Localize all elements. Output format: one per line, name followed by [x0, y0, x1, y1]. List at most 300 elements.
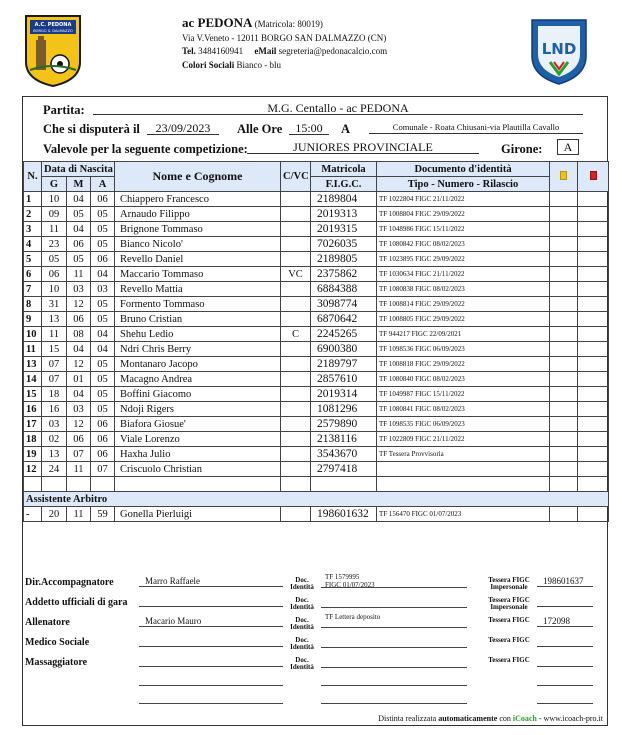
birth-day: 18: [42, 387, 67, 402]
figc-matricola: 1081296: [311, 402, 377, 417]
figc-matricola: 7026035: [311, 237, 377, 252]
player-row: [24, 357, 609, 372]
extra-line-3: [537, 685, 593, 686]
birth-month: 04: [67, 192, 91, 207]
captain-flag: [281, 192, 311, 207]
dir-tess: 198601637: [537, 575, 593, 587]
club-info: [182, 16, 387, 72]
figc-matricola: 2797418: [311, 462, 377, 477]
yellow-card-cell: [550, 267, 578, 282]
captain-flag: C: [281, 327, 311, 342]
footer-credit: Distinta realizzata automaticamente con iCoach - www.icoach-pro.it: [378, 714, 603, 723]
figc-matricola: 2245265: [311, 327, 377, 342]
massaggiatore-doc-line: [321, 667, 467, 668]
email-label: eMail: [254, 46, 277, 56]
player-number: 6: [24, 267, 42, 282]
player-number: 18: [24, 432, 42, 447]
birth-day: 24: [42, 462, 67, 477]
massaggiatore-name[interactable]: [139, 655, 283, 667]
player-name: Revello Daniel: [115, 252, 281, 267]
birth-day: 11: [42, 327, 67, 342]
birth-year: 06: [91, 447, 115, 462]
club-matricola: (Matricola: 80019): [254, 19, 323, 29]
identity-document: TF 1080838 FIGC 08/02/2023: [377, 282, 550, 297]
birth-year: 05: [91, 297, 115, 312]
player-number: 11: [24, 342, 42, 357]
player-number: 2: [24, 207, 42, 222]
match-time: 15:00: [289, 121, 329, 135]
identity-document: TF 1048986 FIGC 15/11/2022: [377, 222, 550, 237]
match-venue: Comunale - Roata Chiusani-via Plautilla Cavallo: [369, 120, 583, 134]
player-number: 14: [24, 372, 42, 387]
identity-document: TF 1023895 FIGC 29/09/2022: [377, 252, 550, 267]
addetto-tess-label: Tessera FIGC Impersonale: [488, 596, 530, 611]
birth-day: 02: [42, 432, 67, 447]
birth-month: 06: [67, 432, 91, 447]
red-card-cell: [578, 222, 609, 237]
empty-cell: [91, 477, 115, 492]
player-row: [24, 372, 609, 387]
extra-line-2: [321, 685, 467, 686]
allenatore-tess-label: Tessera FIGC: [488, 616, 530, 624]
yellow-card-cell: [550, 342, 578, 357]
medico-tess-label: Tessera FIGC: [488, 636, 530, 644]
medico-doc-line: [321, 647, 467, 648]
assistant-red-cell: [578, 507, 609, 522]
captain-flag: [281, 387, 311, 402]
birth-year: 05: [91, 402, 115, 417]
birth-year: 06: [91, 432, 115, 447]
massaggiatore-tess[interactable]: [537, 655, 593, 667]
player-name: Shehu Ledio: [115, 327, 281, 342]
red-card-cell: [578, 447, 609, 462]
col-doc-sub: Tipo - Numero - Rilascio: [377, 177, 550, 192]
birth-day: 10: [42, 192, 67, 207]
player-row: [24, 312, 609, 327]
birth-day: 13: [42, 312, 67, 327]
figc-matricola: 2189797: [311, 357, 377, 372]
girone-label: Girone:: [501, 142, 543, 156]
birth-day: 15: [42, 342, 67, 357]
birth-month: 11: [67, 462, 91, 477]
svg-text:LND: LND: [541, 40, 577, 58]
col-matricola: Matricola: [311, 162, 377, 177]
col-red: [578, 162, 609, 192]
player-row: [24, 417, 609, 432]
assistant-birth-year: 59: [91, 507, 115, 522]
player-name: Arnaudo Filippo: [115, 207, 281, 222]
captain-flag: [281, 372, 311, 387]
captain-flag: [281, 402, 311, 417]
yellow-card-cell: [550, 282, 578, 297]
player-number: 15: [24, 387, 42, 402]
player-name: Bruno Cristian: [115, 312, 281, 327]
player-name: Ndoji Rigers: [115, 402, 281, 417]
red-card-cell: [578, 327, 609, 342]
allenatore-doc-label: Doc. Identità: [290, 616, 314, 631]
yellow-card-cell: [550, 372, 578, 387]
figc-matricola: 6900380: [311, 342, 377, 357]
assistant-document: TF 156470 FIGC 01/07/2023: [377, 507, 550, 522]
yellow-card-cell: [550, 192, 578, 207]
medico-doc-label: Doc. Identità: [290, 636, 314, 651]
player-name: Criscuolo Christian: [115, 462, 281, 477]
dir-doc-line: [321, 587, 467, 588]
captain-flag: [281, 357, 311, 372]
col-yellow: [550, 162, 578, 192]
empty-cell: [550, 477, 578, 492]
yellow-card-cell: [550, 252, 578, 267]
figc-matricola: 6884388: [311, 282, 377, 297]
birth-day: 31: [42, 297, 67, 312]
identity-document: TF 1080842 FIGC 08/02/2023: [377, 237, 550, 252]
birth-year: 04: [91, 342, 115, 357]
captain-flag: [281, 462, 311, 477]
figc-matricola: 3543670: [311, 447, 377, 462]
yellow-card-cell: [550, 402, 578, 417]
player-name: Bianco Nicolo': [115, 237, 281, 252]
birth-month: 08: [67, 327, 91, 342]
figc-matricola: 2019314: [311, 387, 377, 402]
captain-flag: [281, 432, 311, 447]
yellow-card-icon: [560, 171, 567, 180]
yellow-card-cell: [550, 447, 578, 462]
dir-doc-label: Doc. Identità: [290, 576, 314, 591]
empty-cell: [311, 477, 377, 492]
birth-day: 11: [42, 222, 67, 237]
yellow-card-cell: [550, 222, 578, 237]
assistant-yellow-cell: [550, 507, 578, 522]
match-teams: M.G. Centallo - ac PEDONA: [93, 101, 583, 115]
player-row: [24, 462, 609, 477]
addetto-name[interactable]: [139, 595, 283, 607]
assistant-number: -: [24, 507, 42, 522]
birth-month: 04: [67, 222, 91, 237]
player-row: [24, 387, 609, 402]
player-row: [24, 327, 609, 342]
birth-day: 13: [42, 447, 67, 462]
player-name: Haxha Julio: [115, 447, 281, 462]
player-name: Viale Lorenzo: [115, 432, 281, 447]
player-number: 4: [24, 237, 42, 252]
girone-value: A: [557, 139, 579, 155]
medico-name[interactable]: [139, 635, 283, 647]
player-number: 3: [24, 222, 42, 237]
medico-tess[interactable]: [537, 635, 593, 647]
yellow-card-cell: [550, 237, 578, 252]
player-row: [24, 207, 609, 222]
captain-flag: VC: [281, 267, 311, 282]
medico-label: Medico Sociale: [25, 637, 90, 648]
identity-document: TF 1008814 FIGC 29/09/2022: [377, 297, 550, 312]
red-card-cell: [578, 282, 609, 297]
icoach-brand: iCoach: [512, 714, 537, 723]
birth-year: 05: [91, 387, 115, 402]
club-email: segreteria@pedonacalcio.com: [278, 46, 388, 56]
player-name: Formento Tommaso: [115, 297, 281, 312]
identity-document: TF 944217 FIGC 22/09/2021: [377, 327, 550, 342]
captain-flag: [281, 237, 311, 252]
player-number: 19: [24, 447, 42, 462]
birth-month: 06: [67, 312, 91, 327]
birth-month: 04: [67, 387, 91, 402]
birth-year: 06: [91, 417, 115, 432]
massaggiatore-doc-label: Doc. Identità: [290, 656, 314, 671]
player-row: [24, 402, 609, 417]
col-doc: Documento d'identità: [377, 162, 550, 177]
identity-document: TF 1049987 FIGC 15/11/2022: [377, 387, 550, 402]
birth-month: 11: [67, 267, 91, 282]
player-name: Ndri Chris Berry: [115, 342, 281, 357]
red-card-cell: [578, 267, 609, 282]
dir-doc-2: FIGC 01/07/2023: [325, 581, 375, 589]
identity-document: TF 1030634 FIGC 21/11/2022: [377, 267, 550, 282]
identity-document: TF Tessera Provvisoria: [377, 447, 550, 462]
red-card-cell: [578, 372, 609, 387]
dir-tess-label: Tessera FIGC Impersonale: [488, 576, 530, 591]
col-a: A: [91, 177, 115, 192]
identity-document: TF 1008818 FIGC 29/09/2022: [377, 357, 550, 372]
assistant-name: Gonella Pierluigi: [115, 507, 281, 522]
dir-name: Marro Raffaele: [139, 575, 283, 587]
col-m: M: [67, 177, 91, 192]
tel-label: Tel.: [182, 46, 196, 56]
birth-year: 05: [91, 312, 115, 327]
allenatore-doc: TF Lettera deposito: [325, 613, 381, 621]
players-table: [23, 161, 609, 522]
figc-matricola: 2579890: [311, 417, 377, 432]
lnd-logo: [528, 16, 590, 86]
yellow-card-cell: [550, 207, 578, 222]
birth-month: 12: [67, 417, 91, 432]
birth-month: 05: [67, 252, 91, 267]
identity-document: TF 1022809 FIGC 21/11/2022: [377, 432, 550, 447]
identity-document: [377, 462, 550, 477]
figc-matricola: 2019313: [311, 207, 377, 222]
player-number: 7: [24, 282, 42, 297]
col-g: G: [42, 177, 67, 192]
birth-year: 05: [91, 222, 115, 237]
dir-doc: TF 1579995: [325, 573, 360, 581]
identity-document: TF 1098536 FIGC 06/09/2023: [377, 342, 550, 357]
captain-flag: [281, 447, 311, 462]
identity-document: TF 1080840 FIGC 08/02/2023: [377, 372, 550, 387]
addetto-tess[interactable]: [537, 595, 593, 607]
player-name: Biafora Giosue': [115, 417, 281, 432]
player-number: 8: [24, 297, 42, 312]
partita-label: Partita:: [43, 103, 85, 117]
assistant-row: [24, 507, 609, 522]
massaggiatore-label: Massaggiatore: [25, 657, 88, 668]
allenatore-label: Allenatore: [25, 617, 70, 628]
empty-row: [24, 477, 609, 492]
extra-line-5: [321, 703, 467, 704]
player-row: [24, 252, 609, 267]
red-card-cell: [578, 252, 609, 267]
figc-matricola: 2189805: [311, 252, 377, 267]
birth-year: 07: [91, 462, 115, 477]
match-date: 23/09/2023: [147, 121, 219, 135]
player-row: [24, 297, 609, 312]
empty-cell: [578, 477, 609, 492]
birth-day: 05: [42, 252, 67, 267]
birth-year: 05: [91, 207, 115, 222]
yellow-card-cell: [550, 432, 578, 447]
empty-cell: [115, 477, 281, 492]
birth-year: 04: [91, 267, 115, 282]
player-name: Revello Mattia: [115, 282, 281, 297]
col-dob: Data di Nascita: [42, 162, 115, 177]
player-name: Macagno Andrea: [115, 372, 281, 387]
yellow-card-cell: [550, 357, 578, 372]
player-number: 13: [24, 357, 42, 372]
svg-text:A.C. PEDONA: A.C. PEDONA: [34, 22, 72, 28]
birth-day: 03: [42, 417, 67, 432]
addetto-doc-line: [321, 607, 467, 608]
captain-flag: [281, 252, 311, 267]
red-card-cell: [578, 342, 609, 357]
player-number: 17: [24, 417, 42, 432]
birth-year: 06: [91, 252, 115, 267]
birth-day: 06: [42, 267, 67, 282]
player-name: Brignone Tommaso: [115, 222, 281, 237]
empty-cell: [377, 477, 550, 492]
birth-month: 03: [67, 282, 91, 297]
allenatore-tess: 172098: [537, 615, 593, 627]
birth-year: 05: [91, 357, 115, 372]
player-row: [24, 282, 609, 297]
player-row: [24, 222, 609, 237]
birth-year: 05: [91, 237, 115, 252]
player-name: Chiappero Francesco: [115, 192, 281, 207]
birth-month: 12: [67, 297, 91, 312]
player-row: [24, 447, 609, 462]
identity-document: TF 1098535 FIGC 06/09/2023: [377, 417, 550, 432]
club-tel: 3484160941: [198, 46, 244, 56]
col-n: N.: [24, 162, 42, 192]
figc-matricola: 2019315: [311, 222, 377, 237]
a-label: A: [341, 122, 351, 136]
extra-line-6: [537, 703, 593, 704]
player-row: [24, 432, 609, 447]
figc-matricola: 3098774: [311, 297, 377, 312]
birth-year: 03: [91, 282, 115, 297]
date-label: Che si disputerà il: [43, 122, 140, 136]
allenatore-name: Macario Mauro: [139, 615, 283, 627]
player-row: [24, 267, 609, 282]
yellow-card-cell: [550, 312, 578, 327]
birth-day: 09: [42, 207, 67, 222]
red-card-cell: [578, 312, 609, 327]
red-card-cell: [578, 432, 609, 447]
competition-label: Valevole per la seguente competizione:: [43, 142, 248, 156]
red-card-cell: [578, 417, 609, 432]
addetto-doc-label: Doc. Identità: [290, 596, 314, 611]
red-card-cell: [578, 192, 609, 207]
red-card-icon: [590, 171, 597, 180]
player-number: 5: [24, 252, 42, 267]
player-name: Montanaro Jacopo: [115, 357, 281, 372]
captain-flag: [281, 342, 311, 357]
captain-flag: [281, 207, 311, 222]
yellow-card-cell: [550, 417, 578, 432]
competition: JUNIORES PROVINCIALE: [247, 140, 479, 154]
player-row: [24, 192, 609, 207]
figc-matricola: 2138116: [311, 432, 377, 447]
birth-month: 03: [67, 402, 91, 417]
red-card-cell: [578, 387, 609, 402]
col-figc: F.I.G.C.: [311, 177, 377, 192]
assistant-cvc: [281, 507, 311, 522]
birth-month: 01: [67, 372, 91, 387]
player-name: Maccario Tommaso: [115, 267, 281, 282]
identity-document: TF 1008804 FIGC 29/09/2022: [377, 207, 550, 222]
player-number: 16: [24, 402, 42, 417]
birth-year: 05: [91, 372, 115, 387]
birth-day: 23: [42, 237, 67, 252]
birth-year: 04: [91, 327, 115, 342]
birth-month: 07: [67, 447, 91, 462]
birth-month: 12: [67, 357, 91, 372]
birth-day: 10: [42, 282, 67, 297]
player-number: 9: [24, 312, 42, 327]
figc-matricola: 2375862: [311, 267, 377, 282]
figc-matricola: 2189804: [311, 192, 377, 207]
player-number: 10: [24, 327, 42, 342]
staff-section: [23, 573, 608, 723]
birth-day: 16: [42, 402, 67, 417]
red-card-cell: [578, 462, 609, 477]
svg-text:BORGO S. DALMAZZO: BORGO S. DALMAZZO: [33, 29, 73, 33]
time-label: Alle Ore: [237, 122, 283, 136]
player-row: [24, 342, 609, 357]
player-number: 12: [24, 462, 42, 477]
red-card-cell: [578, 207, 609, 222]
captain-flag: [281, 222, 311, 237]
assistant-section-header: [24, 492, 609, 507]
birth-day: 07: [42, 372, 67, 387]
club-name: ac PEDONA: [182, 15, 253, 30]
yellow-card-cell: [550, 462, 578, 477]
assistant-label: Assistente Arbitro: [24, 492, 609, 507]
red-card-cell: [578, 357, 609, 372]
birth-day: 07: [42, 357, 67, 372]
club-logo: [24, 14, 82, 88]
addetto-label: Addetto ufficiali di gara: [25, 597, 128, 608]
birth-month: 04: [67, 342, 91, 357]
player-name: Boffini Giacomo: [115, 387, 281, 402]
birth-month: 06: [67, 237, 91, 252]
captain-flag: [281, 312, 311, 327]
empty-cell: [42, 477, 67, 492]
empty-cell: [67, 477, 91, 492]
club-address: Via V.Veneto - 12011 BORGO SAN DALMAZZO (CN): [182, 32, 387, 43]
identity-document: TF 1008805 FIGC 29/09/2022: [377, 312, 550, 327]
captain-flag: [281, 297, 311, 312]
empty-cell: [281, 477, 311, 492]
red-card-cell: [578, 402, 609, 417]
extra-line-1: [139, 685, 283, 686]
captain-flag: [281, 282, 311, 297]
player-row: [24, 237, 609, 252]
birth-month: 05: [67, 207, 91, 222]
birth-year: 06: [91, 192, 115, 207]
player-number: 1: [24, 192, 42, 207]
red-card-cell: [578, 237, 609, 252]
yellow-card-cell: [550, 387, 578, 402]
allenatore-doc-line: [321, 627, 467, 628]
extra-line-4: [139, 703, 283, 704]
